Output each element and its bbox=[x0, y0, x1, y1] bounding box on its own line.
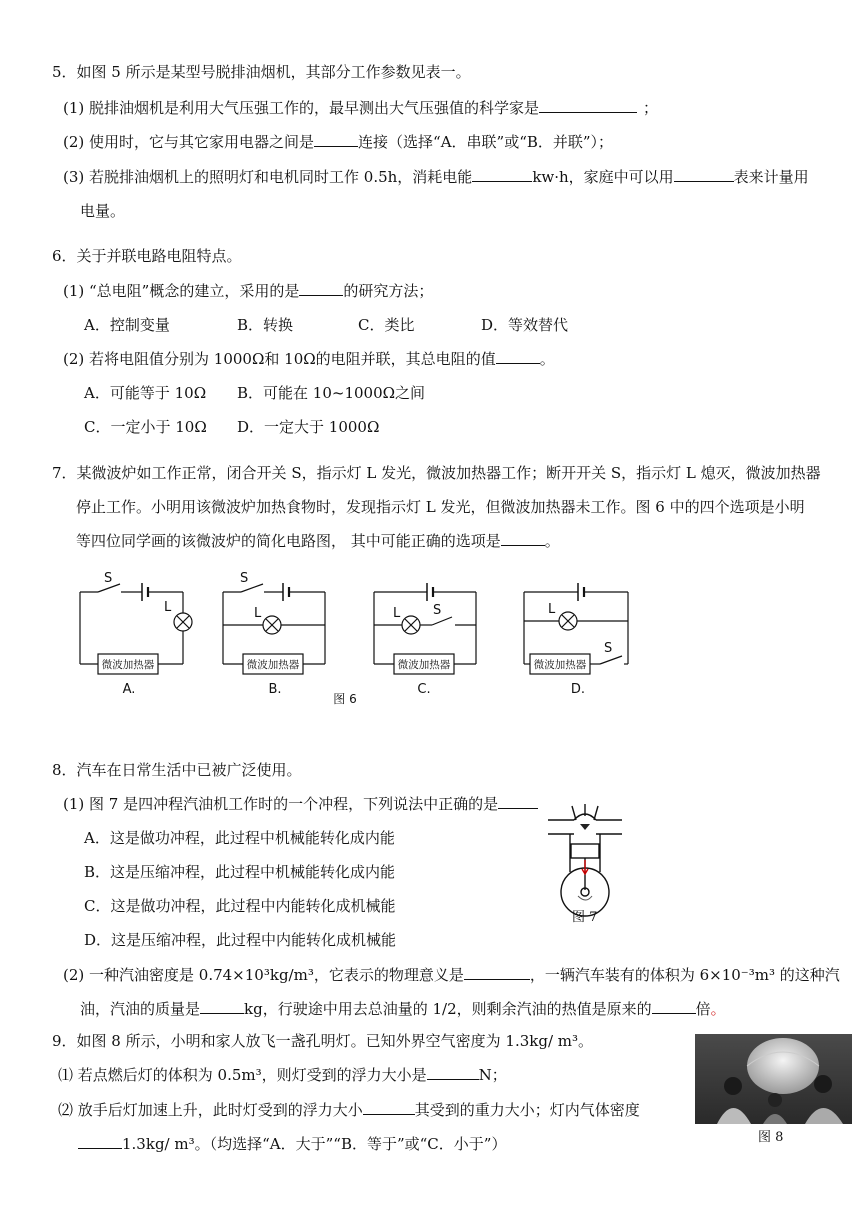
q5-part2: (2) 使用时，它与其它家用电器之间是 连接（选择“A．串联”或“B．并联”）； bbox=[63, 133, 614, 151]
q9-part1: ⑴ 若点燃后灯的体积为 0.5m³，则灯受到的浮力大小是 N； bbox=[58, 1066, 507, 1084]
answer-blank[interactable] bbox=[363, 1100, 415, 1115]
person-icon bbox=[768, 1093, 782, 1107]
q8-option-c: C．这是做功冲程，此过程中内能转化成机械能 bbox=[84, 897, 396, 915]
lamp-label: L bbox=[548, 602, 556, 617]
q8-option-b: B．这是压缩冲程，此过程中机械能转化成内能 bbox=[84, 863, 396, 881]
q6-option-d2: D．一定大于 1000Ω bbox=[237, 418, 380, 436]
answer-blank[interactable] bbox=[78, 1134, 122, 1149]
answer-blank[interactable] bbox=[427, 1065, 479, 1080]
q8-option-a: A．这是做功冲程，此过程中机械能转化成内能 bbox=[84, 829, 395, 847]
answer-blank[interactable] bbox=[496, 349, 540, 364]
answer-blank[interactable] bbox=[652, 999, 696, 1014]
option-label-b: B. bbox=[268, 682, 282, 697]
q6-option-b2: B．可能在 10~1000Ω之间 bbox=[237, 384, 426, 402]
q8-option-d: D．这是压缩冲程，此过程中内能转化成机械能 bbox=[84, 931, 397, 949]
q5-stem: 5．如图 5 所示是某型号脱排油烟机，其部分工作参数见表一。 bbox=[52, 63, 471, 81]
lamp-label: L bbox=[393, 606, 401, 621]
answer-blank[interactable] bbox=[200, 999, 244, 1014]
figure-7-caption: 图 7 bbox=[572, 910, 598, 925]
q6-option-c: C．类比 bbox=[358, 316, 415, 334]
heater-label: 微波加热器 bbox=[101, 659, 155, 671]
figure-6-circuits bbox=[0, 560, 868, 710]
answer-blank[interactable] bbox=[314, 132, 358, 147]
answer-blank[interactable] bbox=[539, 98, 637, 113]
figure-6-caption: 图 6 bbox=[333, 692, 357, 706]
person-icon bbox=[724, 1077, 742, 1095]
valve-icon bbox=[594, 806, 598, 820]
heater-label: 微波加热器 bbox=[397, 659, 451, 671]
figure-8-photo bbox=[695, 1034, 852, 1124]
answer-blank[interactable] bbox=[674, 167, 734, 182]
switch-label: S bbox=[604, 641, 613, 656]
switch-icon bbox=[600, 656, 622, 664]
switch-label: S bbox=[240, 571, 249, 586]
answer-blank[interactable] bbox=[299, 281, 343, 296]
switch-icon bbox=[432, 617, 452, 625]
q6-stem: 6．关于并联电路电阻特点。 bbox=[52, 247, 242, 265]
lantern-icon bbox=[747, 1038, 819, 1094]
q8-part2: (2) 一种汽油密度是 0.74×10³kg/m³，它表示的物理意义是 ，一辆汽车装有的体积为 6×10⁻³m³ 的这种汽 bbox=[63, 966, 840, 984]
lamp-label: L bbox=[254, 606, 262, 621]
q6-part2: (2) 若将电阻值分别为 1000Ω和 10Ω的电阻并联，其总电阻的值 。 bbox=[63, 350, 555, 368]
option-label-a: A. bbox=[122, 682, 136, 697]
q7-line3: 等四位同学画的该微波炉的简化电路图， 其中可能正确的选项是 。 bbox=[76, 532, 560, 550]
q9-stem: 9．如图 8 所示，小明和家人放飞一盏孔明灯。已知外界空气密度为 1.3kg/ m³。 bbox=[52, 1032, 593, 1050]
answer-blank[interactable] bbox=[472, 167, 532, 182]
q8-part1: (1) 图 7 是四冲程汽油机工作时的一个冲程，下列说法中正确的是 bbox=[63, 794, 538, 814]
q8-stem: 8．汽车在日常生活中已被广泛使用。 bbox=[52, 761, 302, 779]
valve-icon bbox=[572, 806, 576, 820]
heater-label: 微波加热器 bbox=[246, 659, 300, 671]
q7-line1: 7．某微波炉如工作正常，闭合开关 S，指示灯 L 发光，微波加热器工作；断开开关 S，指示灯 L 熄灭，微波加热器 bbox=[52, 464, 821, 482]
q5-part3: (3) 若脱排油烟机上的照明灯和电机同时工作 0.5h，消耗电能 kw·h，家庭中可以用 表来计量用 bbox=[63, 168, 809, 186]
q6-part1: (1) “总电阻”概念的建立，采用的是 的研究方法； bbox=[63, 282, 434, 300]
q9-part2-cont: 1.3kg/ m³。（均选择“A．大于”“B．等于”或“C．小于”） bbox=[78, 1134, 506, 1154]
q6-option-d: D．等效替代 bbox=[481, 316, 569, 334]
person-icon bbox=[814, 1075, 832, 1093]
answer-blank[interactable] bbox=[501, 531, 545, 546]
q5-part1: (1) 脱排油烟机是利用大气压强工作的，最早测出大气压强值的科学家是 ； bbox=[63, 99, 659, 117]
q7-line2: 停止工作。小明用该微波炉加热食物时，发现指示灯 L 发光，但微波加热器未工作。图 6 中的四个选项是小明 bbox=[76, 498, 805, 516]
q6-option-a2: A．可能等于 10Ω bbox=[84, 384, 207, 402]
answer-blank[interactable] bbox=[464, 965, 530, 980]
q5-part3-cont: 电量。 bbox=[80, 202, 126, 220]
figure-8-caption: 图 8 bbox=[758, 1130, 784, 1145]
answer-blank[interactable] bbox=[498, 794, 538, 809]
switch-label: S bbox=[433, 603, 442, 618]
q6-option-b: B．转换 bbox=[237, 316, 294, 334]
option-label-c: C. bbox=[417, 682, 431, 697]
q8-part2-cont: 油，汽油的质量是 kg，行驶途中用去总油量的 1/2，则剩余汽油的热值是原来的 倍。 bbox=[80, 1000, 726, 1018]
option-label-d: D. bbox=[570, 682, 586, 697]
lamp-label: L bbox=[164, 600, 172, 615]
q6-option-a: A．控制变量 bbox=[84, 316, 170, 334]
q9-part2: ⑵ 放手后灯加速上升，此时灯受到的浮力大小 其受到的重力大小；灯内气体密度 bbox=[58, 1101, 640, 1119]
piston-icon bbox=[571, 844, 599, 858]
switch-label: S bbox=[104, 571, 113, 586]
heater-label: 微波加热器 bbox=[533, 659, 587, 671]
q6-option-c2: C．一定小于 10Ω bbox=[84, 418, 207, 436]
